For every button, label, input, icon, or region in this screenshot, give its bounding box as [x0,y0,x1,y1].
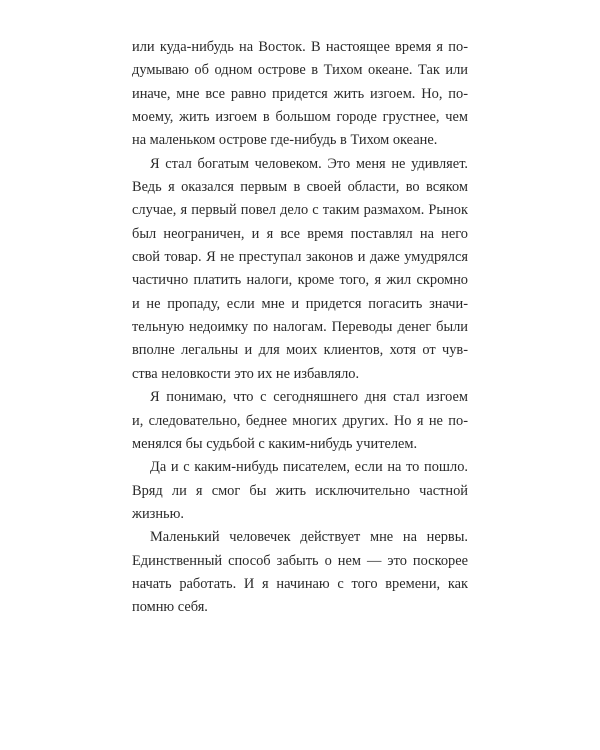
text-line: был неограничен, и я все время поставлял на него [132,225,468,242]
text-line: тельную недоимку по налогам. Переводы денег были [132,319,468,336]
text-line: менялся бы судьбой с каким-нибудь учителем. [132,435,418,452]
text-line: Единственный способ забыть о нем — это поскорее [132,552,468,569]
text-line: и не пропаду, если мне и придется погасить значи- [132,295,468,312]
text-line: Маленький человечек действует мне на нервы. [150,529,468,546]
text-line: Вряд ли я смог бы жить исключительно частной [132,482,468,499]
text-line: думываю об одном острове в Тихом океане. Так или [132,62,468,79]
text-line: Да и с каким-нибудь писателем, если на то пошло. [150,459,468,476]
text-line: частично платить налоги, кроме того, я жил скромно [132,272,468,289]
text-line: Ведь я оказался первым в своей области, во всяком [132,179,468,196]
text-line: иначе, мне все равно придется жить изгоем. Но, по- [132,85,468,102]
paragraph-1 [132,36,468,153]
paragraph-4 [132,456,468,526]
paragraph-3 [132,386,468,456]
body-text [132,36,468,620]
text-line: Я стал богатым человеком. Это меня не удивляет. [150,155,468,172]
paragraph-5 [132,526,468,619]
text-line: или куда-нибудь на Восток. В настоящее время я по- [132,39,468,55]
text-line: вполне легальны и для моих клиентов, хотя от чув- [132,342,468,359]
text-line: Я понимаю, что с сегодняшнего дня стал изгоем [150,389,468,406]
text-line: на маленьком острове где-нибудь в Тихом океане. [132,132,438,149]
paragraph-2 [132,153,468,386]
text-line: и, следовательно, беднее многих других. Но я не по- [132,412,468,429]
text-line: начать работать. И я начинаю с того времени, как [132,575,468,592]
text-line: моему, жить изгоем в большом городе грустнее, чем [132,109,468,126]
text-line: свой товар. Я не преступал законов и даже умудрялся [132,249,468,266]
text-line: помню себя. [132,599,208,616]
text-line: ства неловкости это их не избавляло. [132,365,360,382]
text-line: жизнью. [132,505,184,522]
text-line: случае, я первый повел дело с таким размахом. Рынок [132,202,468,219]
